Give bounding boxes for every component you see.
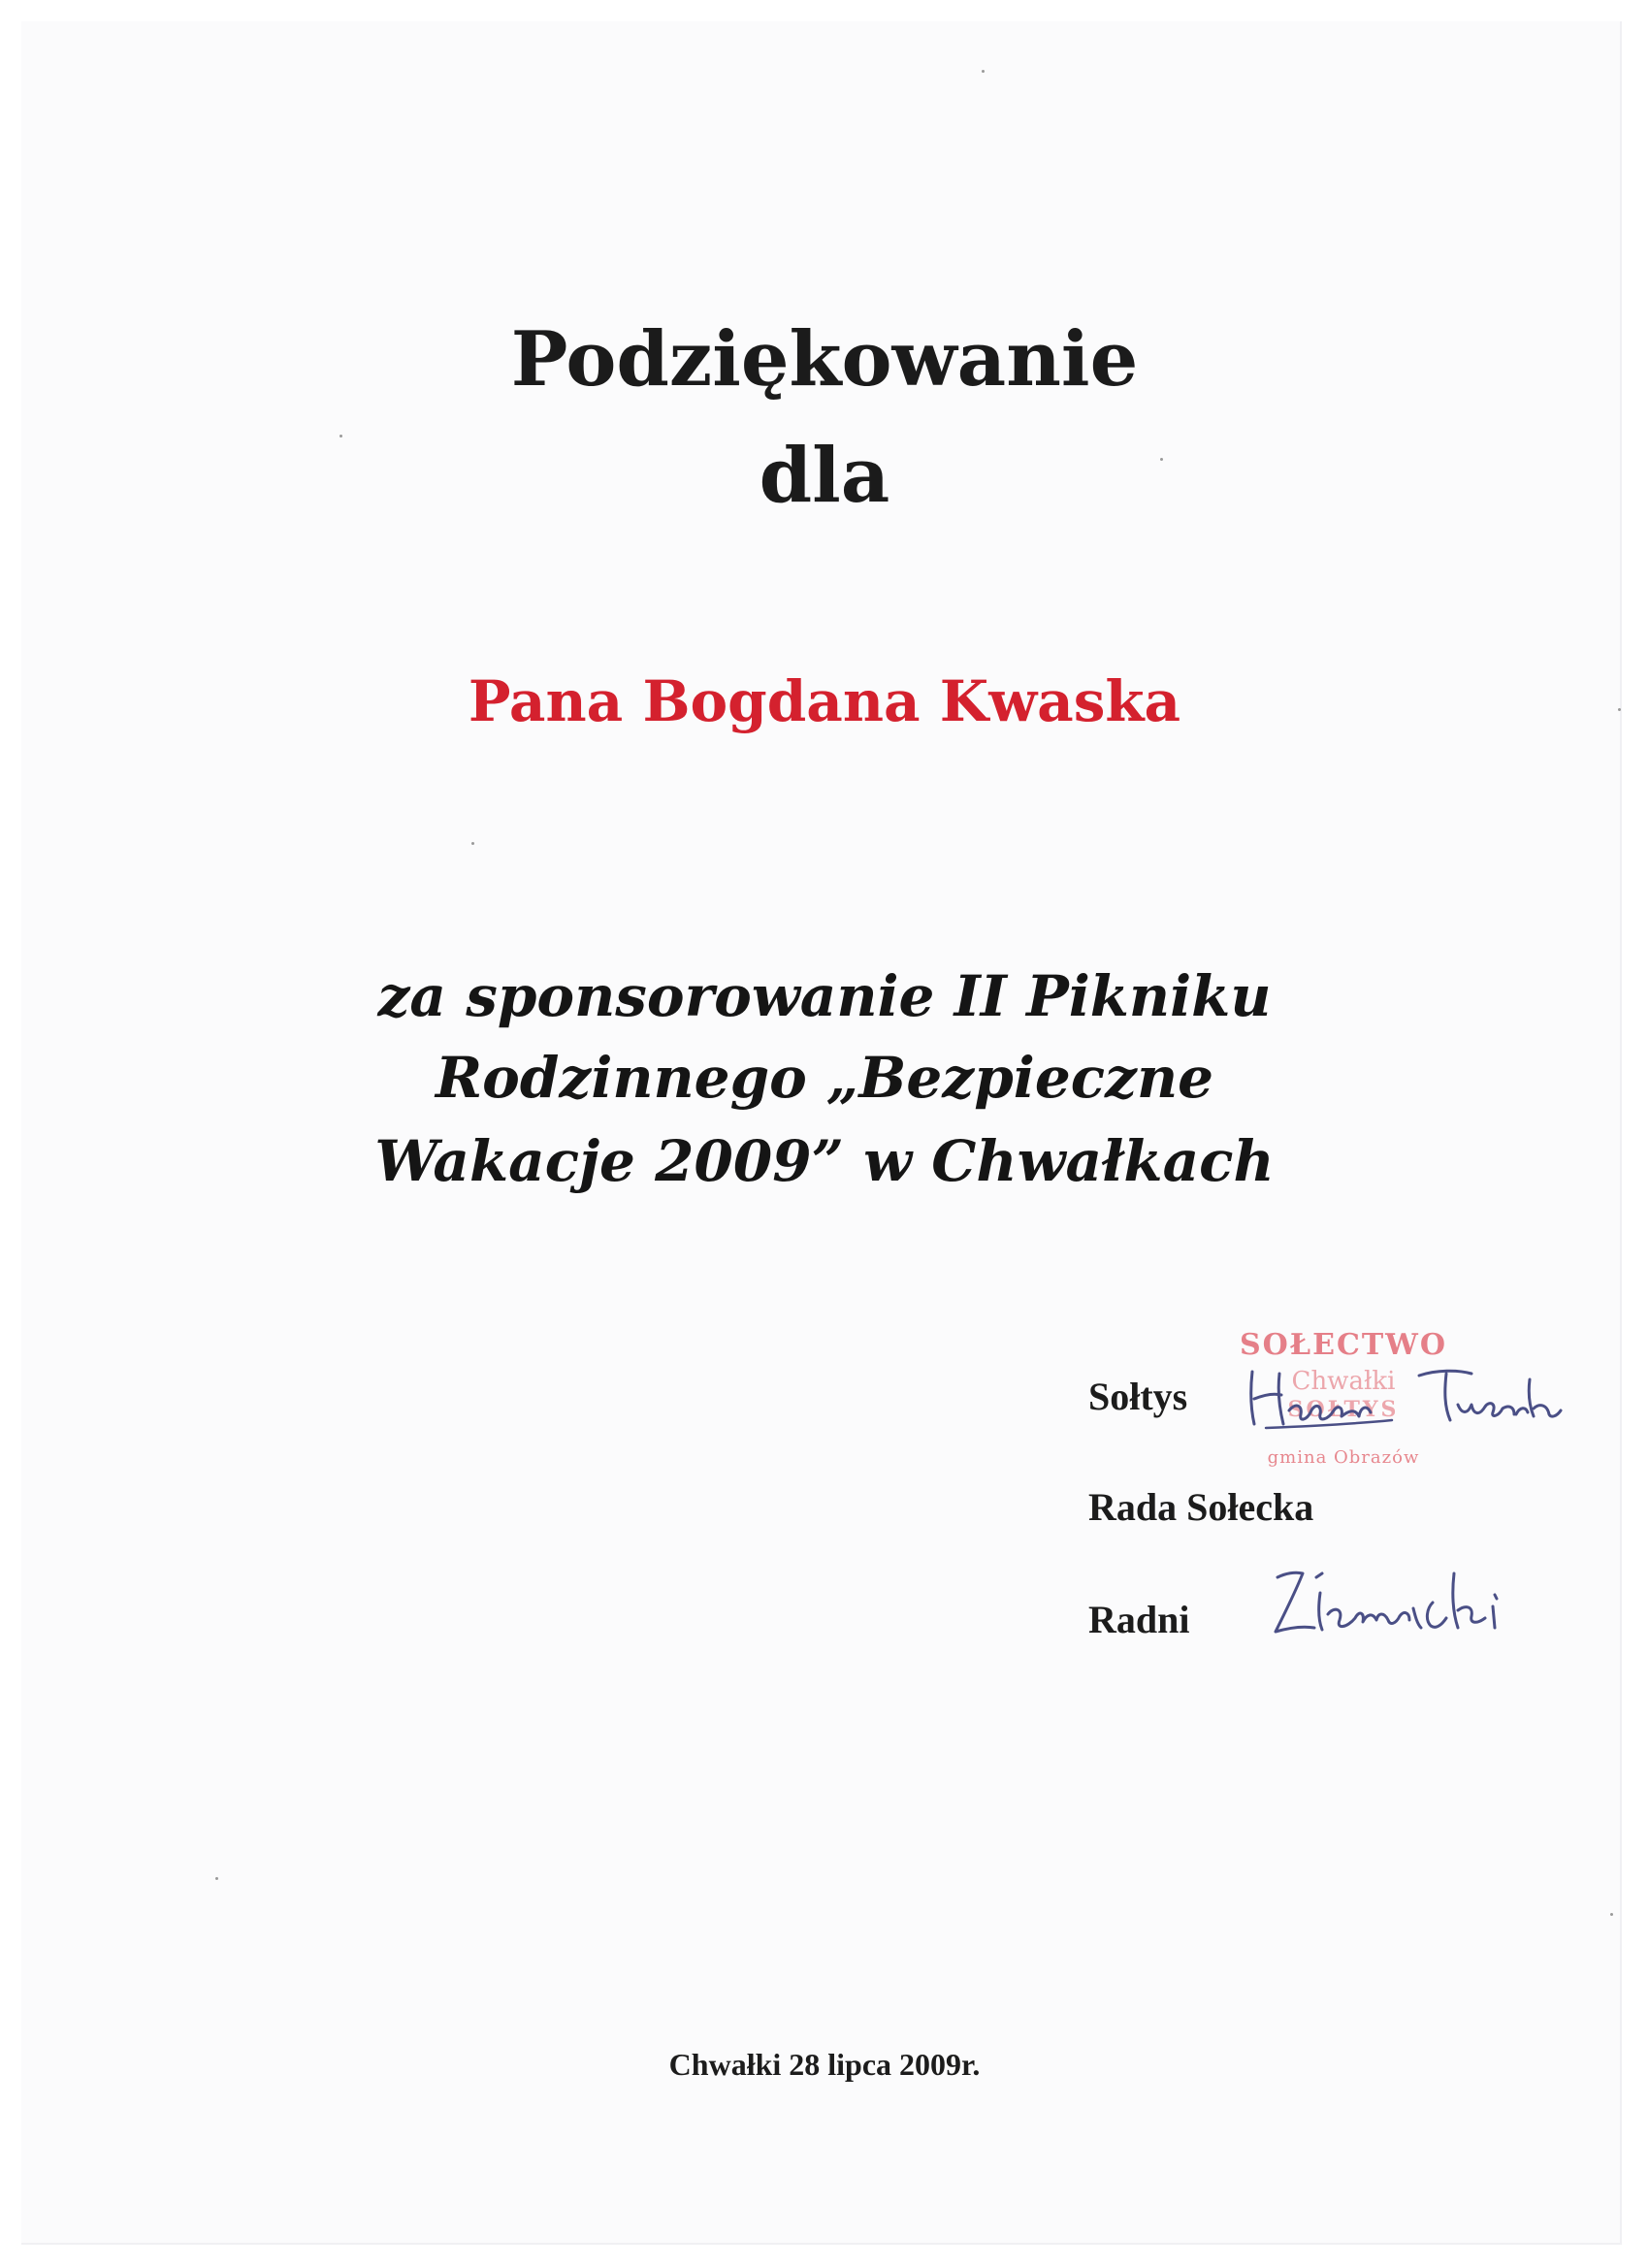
stamp-line-1: SOŁECTWO: [1240, 1328, 1447, 1362]
soltys-label: Sołtys: [1088, 1375, 1188, 1418]
scan-speck: [215, 1877, 218, 1880]
reason-line-2: Rodzinnego „Bezpieczne: [435, 1045, 1214, 1111]
certificate-title-for: dla: [759, 432, 890, 520]
stamp-line-2: Chwałki: [1291, 1367, 1396, 1396]
soltys-signature: [1246, 1360, 1567, 1438]
radni-signature: [1266, 1564, 1547, 1651]
place-and-date: Chwałki 28 lipca 2009r.: [668, 2047, 981, 2082]
reason-line-1: za sponsorowanie II Pikniku: [377, 963, 1272, 1029]
scan-speck: [982, 70, 985, 73]
certificate-title: Podziękowanie: [510, 315, 1139, 404]
stamp-line-3: SOŁTYS: [1287, 1397, 1400, 1422]
scan-speck: [1610, 1913, 1613, 1916]
reason-line-3: Wakacje 2009” w Chwałkach: [374, 1128, 1275, 1194]
stamp-line-4: gmina Obrazów: [1267, 1447, 1420, 1468]
scan-speck: [340, 435, 342, 437]
recipient-name: Pana Bogdana Kwaska: [468, 668, 1181, 734]
scan-speck: [471, 842, 474, 845]
radni-label: Radni: [1088, 1598, 1190, 1641]
rada-solecka-label: Rada Sołecka: [1088, 1485, 1314, 1529]
